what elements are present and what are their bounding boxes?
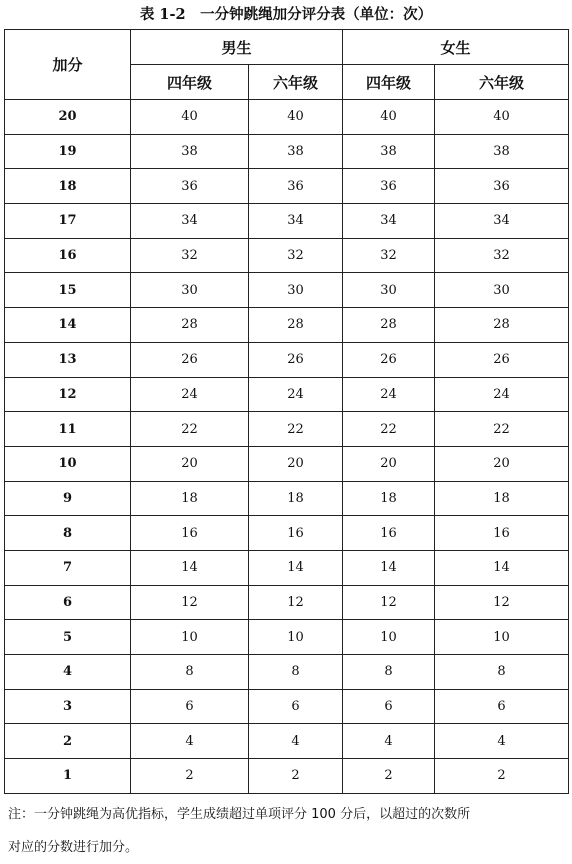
score-cell: 3	[5, 689, 131, 724]
female-grade6-cell: 26	[435, 342, 569, 377]
male-grade6-cell: 24	[249, 377, 343, 412]
header-female: 女生	[343, 30, 569, 65]
male-grade4-cell: 18	[131, 481, 249, 516]
table-row	[5, 620, 569, 655]
table-row	[5, 481, 569, 516]
female-grade4-cell: 22	[343, 412, 435, 447]
male-grade6-cell: 6	[249, 689, 343, 724]
male-grade6-cell: 14	[249, 550, 343, 585]
male-grade4-cell: 6	[131, 689, 249, 724]
header-female-grade4: 四年级	[343, 65, 435, 100]
female-grade6-cell: 4	[435, 724, 569, 759]
female-grade4-cell: 38	[343, 134, 435, 169]
male-grade4-cell: 22	[131, 412, 249, 447]
male-grade4-cell: 34	[131, 204, 249, 239]
female-grade4-cell: 32	[343, 238, 435, 273]
score-cell: 4	[5, 655, 131, 690]
female-grade4-cell: 36	[343, 169, 435, 204]
female-grade6-cell: 28	[435, 308, 569, 343]
footnote-line-2: 对应的分数进行加分。	[8, 840, 139, 855]
female-grade4-cell: 4	[343, 724, 435, 759]
male-grade4-cell: 4	[131, 724, 249, 759]
score-cell: 5	[5, 620, 131, 655]
header-male-grade4: 四年级	[131, 65, 249, 100]
female-grade4-cell: 34	[343, 204, 435, 239]
score-cell: 8	[5, 516, 131, 551]
score-cell: 14	[5, 308, 131, 343]
female-grade4-cell: 28	[343, 308, 435, 343]
male-grade4-cell: 40	[131, 100, 249, 135]
table-row	[5, 724, 569, 759]
female-grade6-cell: 16	[435, 516, 569, 551]
header-row-1	[5, 30, 569, 65]
male-grade4-cell: 14	[131, 550, 249, 585]
male-grade6-cell: 40	[249, 100, 343, 135]
male-grade4-cell: 36	[131, 169, 249, 204]
table-row	[5, 377, 569, 412]
male-grade4-cell: 8	[131, 655, 249, 690]
female-grade6-cell: 38	[435, 134, 569, 169]
female-grade4-cell: 10	[343, 620, 435, 655]
header-score: 加分	[5, 30, 131, 100]
male-grade6-cell: 26	[249, 342, 343, 377]
male-grade4-cell: 24	[131, 377, 249, 412]
table-row	[5, 759, 569, 794]
male-grade6-cell: 38	[249, 134, 343, 169]
header-female-grade6: 六年级	[435, 65, 569, 100]
score-cell: 6	[5, 585, 131, 620]
female-grade4-cell: 14	[343, 550, 435, 585]
female-grade6-cell: 10	[435, 620, 569, 655]
male-grade6-cell: 10	[249, 620, 343, 655]
male-grade6-cell: 8	[249, 655, 343, 690]
table-row	[5, 585, 569, 620]
header-male: 男生	[131, 30, 343, 65]
table-row	[5, 342, 569, 377]
female-grade6-cell: 22	[435, 412, 569, 447]
score-cell: 7	[5, 550, 131, 585]
female-grade4-cell: 6	[343, 689, 435, 724]
female-grade6-cell: 30	[435, 273, 569, 308]
male-grade6-cell: 18	[249, 481, 343, 516]
male-grade4-cell: 20	[131, 446, 249, 481]
table-row	[5, 204, 569, 239]
table-row	[5, 238, 569, 273]
female-grade4-cell: 30	[343, 273, 435, 308]
female-grade6-cell: 36	[435, 169, 569, 204]
male-grade4-cell: 2	[131, 759, 249, 794]
score-cell: 18	[5, 169, 131, 204]
male-grade6-cell: 4	[249, 724, 343, 759]
table-row	[5, 273, 569, 308]
header-male-grade6: 六年级	[249, 65, 343, 100]
male-grade6-cell: 12	[249, 585, 343, 620]
female-grade4-cell: 8	[343, 655, 435, 690]
table-row	[5, 134, 569, 169]
male-grade6-cell: 32	[249, 238, 343, 273]
female-grade6-cell: 32	[435, 238, 569, 273]
female-grade6-cell: 14	[435, 550, 569, 585]
score-cell: 1	[5, 759, 131, 794]
male-grade4-cell: 10	[131, 620, 249, 655]
table-row	[5, 412, 569, 447]
score-cell: 20	[5, 100, 131, 135]
score-cell: 10	[5, 446, 131, 481]
female-grade6-cell: 40	[435, 100, 569, 135]
female-grade6-cell: 12	[435, 585, 569, 620]
score-cell: 17	[5, 204, 131, 239]
male-grade4-cell: 26	[131, 342, 249, 377]
male-grade6-cell: 22	[249, 412, 343, 447]
female-grade4-cell: 2	[343, 759, 435, 794]
female-grade6-cell: 8	[435, 655, 569, 690]
table-row	[5, 446, 569, 481]
footnote	[8, 798, 568, 864]
male-grade6-cell: 36	[249, 169, 343, 204]
score-cell: 12	[5, 377, 131, 412]
footnote-line-1: 注：一分钟跳绳为高优指标，学生成绩超过单项评分 100 分后，以超过的次数所	[8, 807, 471, 822]
score-cell: 13	[5, 342, 131, 377]
female-grade4-cell: 18	[343, 481, 435, 516]
table-title: 表 1-2 一分钟跳绳加分评分表（单位：次）	[139, 6, 433, 23]
male-grade6-cell: 30	[249, 273, 343, 308]
female-grade6-cell: 20	[435, 446, 569, 481]
female-grade4-cell: 12	[343, 585, 435, 620]
table-body	[5, 100, 569, 794]
female-grade6-cell: 34	[435, 204, 569, 239]
male-grade6-cell: 16	[249, 516, 343, 551]
table-row	[5, 100, 569, 135]
female-grade4-cell: 20	[343, 446, 435, 481]
male-grade6-cell: 34	[249, 204, 343, 239]
male-grade4-cell: 38	[131, 134, 249, 169]
score-cell: 2	[5, 724, 131, 759]
female-grade6-cell: 6	[435, 689, 569, 724]
female-grade6-cell: 18	[435, 481, 569, 516]
table-row	[5, 689, 569, 724]
score-cell: 9	[5, 481, 131, 516]
female-grade6-cell: 2	[435, 759, 569, 794]
male-grade4-cell: 16	[131, 516, 249, 551]
score-table	[4, 29, 569, 794]
male-grade4-cell: 32	[131, 238, 249, 273]
table-row	[5, 655, 569, 690]
male-grade4-cell: 12	[131, 585, 249, 620]
male-grade6-cell: 2	[249, 759, 343, 794]
table-row	[5, 550, 569, 585]
score-cell: 16	[5, 238, 131, 273]
female-grade4-cell: 16	[343, 516, 435, 551]
female-grade4-cell: 26	[343, 342, 435, 377]
score-cell: 15	[5, 273, 131, 308]
male-grade4-cell: 30	[131, 273, 249, 308]
score-cell: 11	[5, 412, 131, 447]
table-row	[5, 308, 569, 343]
male-grade6-cell: 28	[249, 308, 343, 343]
female-grade4-cell: 40	[343, 100, 435, 135]
female-grade6-cell: 24	[435, 377, 569, 412]
score-cell: 19	[5, 134, 131, 169]
male-grade4-cell: 28	[131, 308, 249, 343]
table-row	[5, 169, 569, 204]
male-grade6-cell: 20	[249, 446, 343, 481]
female-grade4-cell: 24	[343, 377, 435, 412]
table-row	[5, 516, 569, 551]
